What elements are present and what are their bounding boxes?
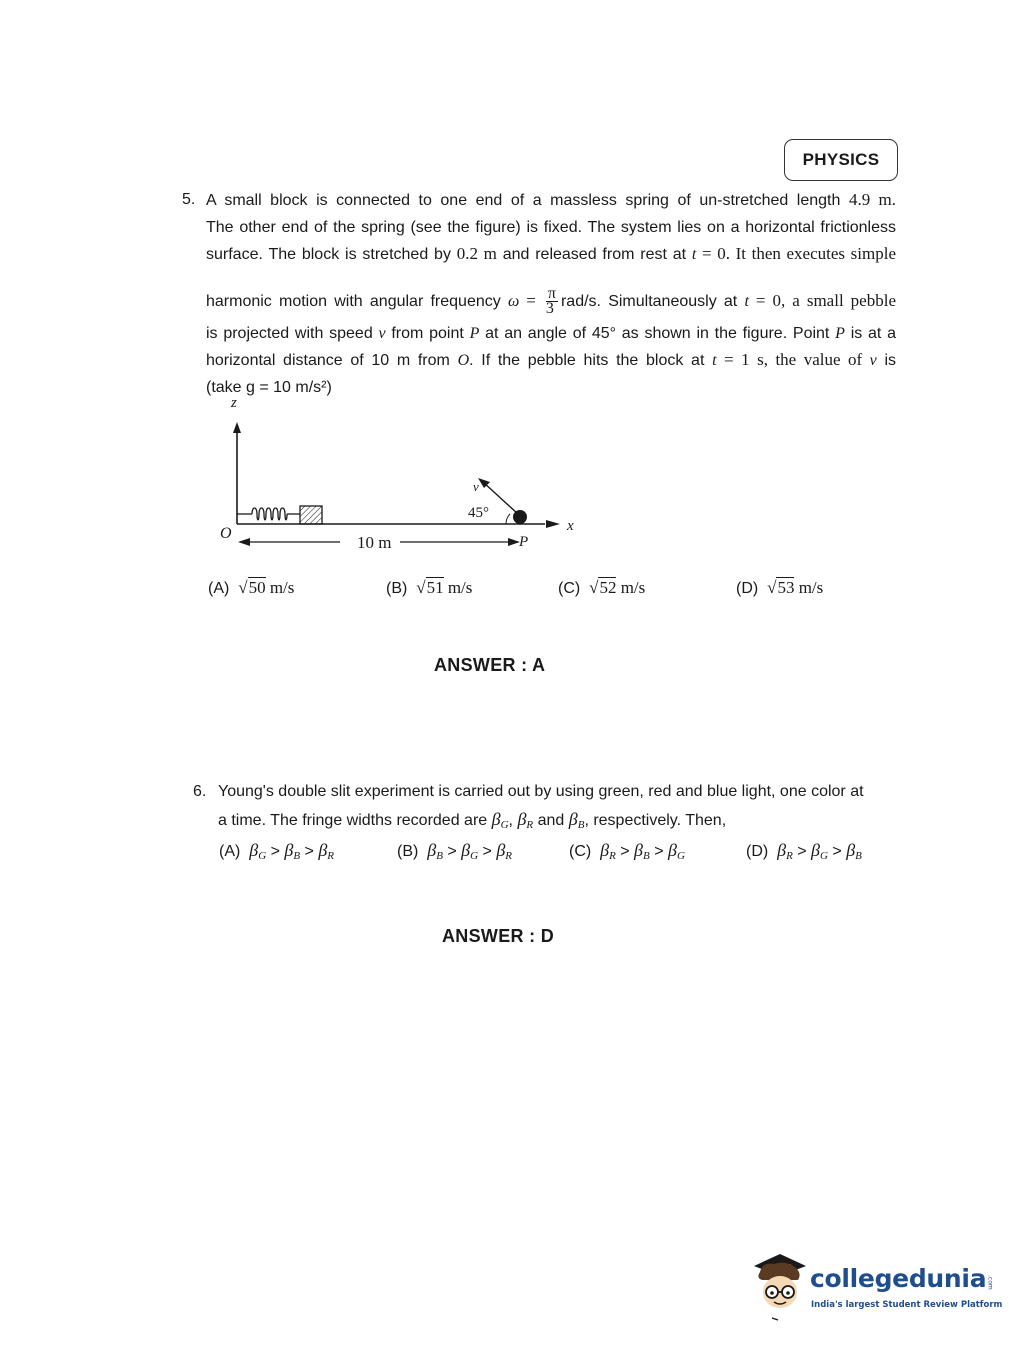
x-axis-label: x — [567, 518, 574, 534]
q5-option-c: (C) √52 m/s — [558, 578, 646, 597]
q6-line-1: Young's double slit experiment is carried out by using green, red and blue light, one color at — [218, 783, 864, 800]
q5-option-a: (A) √50 m/s — [208, 578, 295, 597]
q6-option-c: (C) $\beta_R > \beta_B > \beta_G$ — [569, 840, 685, 862]
velocity-label: v — [473, 479, 479, 494]
q5-figure — [200, 390, 600, 560]
point-p-label: P — [519, 534, 529, 550]
block — [300, 506, 322, 524]
q5-line-1: A small block is connected to one end of a massless spring of un-stretched length 4.9 m. — [206, 190, 896, 209]
q5-line-5: is projected with speed v from point P at an angle of 45° as shown in the figure. Point P is at a — [206, 324, 897, 342]
question-6-number: 6. — [193, 783, 207, 800]
q6-answer: ANSWER : D — [442, 926, 554, 946]
angle-label: 45° — [468, 505, 489, 521]
distance-label: 10 m — [357, 533, 392, 552]
brand-suffix: .com — [986, 1275, 994, 1291]
brand-tagline: India's largest Student Review Platform — [811, 1300, 1003, 1310]
q5-answer: ANSWER : A — [434, 655, 546, 675]
q5-option-b: (B) √51 m/s — [386, 578, 473, 597]
q5-line-4: harmonic motion with angular frequency ω = $\frac{\pi}{3}$ rad/s. Simultaneously at t = 0, a small pebble — [206, 284, 896, 317]
q6-option-b: (B) $\beta_B > \beta_G > \beta_R$ — [397, 840, 513, 862]
x-axis-arrowhead — [546, 520, 560, 528]
origin-label: O — [220, 525, 232, 542]
q6-line-2: a time. The fringe widths recorded are $\beta_G$, $\beta_R$ and $\beta_B$, respectively. Then, — [218, 808, 727, 831]
brand-logo[interactable] — [750, 1250, 1003, 1325]
spring — [237, 508, 300, 520]
question-6-body — [218, 779, 910, 838]
q5-line-2: The other end of the spring (see the figure) is fixed. The system lies on a horizontal frictionless — [206, 218, 896, 236]
z-axis-arrowhead — [233, 422, 241, 433]
distance-arrow-left — [238, 538, 250, 546]
question-5-body — [206, 187, 896, 401]
brand-name: collegedunia — [810, 1264, 987, 1293]
q5-line-3: surface. The block is stretched by 0.2 m and released from rest at t = 0. It then executes simple — [206, 244, 896, 263]
q6-option-a: (A) $\beta_G > \beta_B > \beta_R$ — [219, 840, 335, 862]
q5-line-6: horizontal distance of 10 m from O. If the pebble hits the block at t = 1 s, the value of v is — [206, 350, 897, 369]
z-axis-label: z — [231, 395, 237, 411]
pi-over-3: $\frac{\pi}{3}$ — [545, 284, 556, 317]
q5-option-d: (D) √53 m/s — [736, 578, 824, 597]
subject-badge — [784, 139, 898, 181]
angle-arc — [506, 514, 510, 524]
question-5-number: 5. — [182, 191, 196, 208]
subject-label: PHYSICS — [802, 150, 880, 169]
brand-wordmark — [810, 1264, 993, 1293]
q6-option-d: (D) $\beta_R > \beta_G > \beta_B$ — [746, 840, 862, 862]
q5-line-7: (take g = 10 m/s²) — [206, 378, 332, 396]
mascot-icon — [750, 1250, 810, 1322]
